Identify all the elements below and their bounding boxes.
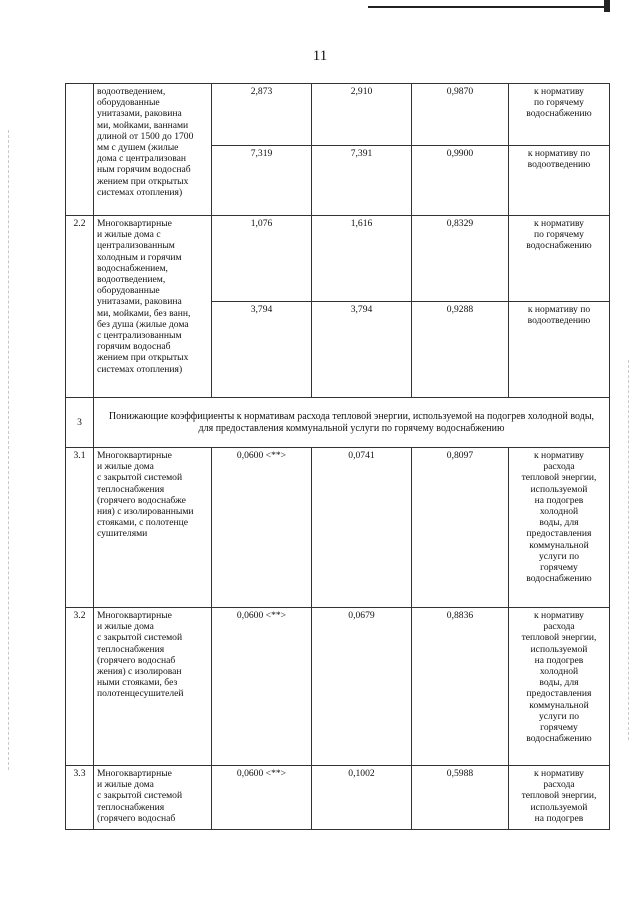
value-cell: 7,391 — [312, 146, 412, 216]
row-description: Многоквартирные и жилые дома с централизованным холодным и горячим водоснабжением, водоотведением, оборудованные унитазами, раковина ми, мойками, без ванн, без душа (жилые дома с централизованным горячим водоснаб жением при открытых системах отопления) — [94, 216, 212, 398]
value-cell: 0,9900 — [412, 146, 509, 216]
row-number: 3.2 — [66, 608, 94, 766]
value-cell: 1,616 — [312, 216, 412, 302]
header-rule — [368, 6, 610, 8]
value-cell: 0,9870 — [412, 84, 509, 146]
coefficients-table — [65, 83, 610, 830]
value-cell: 0,0741 — [312, 448, 412, 608]
value-cell: 0,0600 <**> — [212, 608, 312, 766]
value-cell: 0,1002 — [312, 766, 412, 830]
table-row — [66, 608, 610, 766]
value-cell: 1,076 — [212, 216, 312, 302]
scan-edge-right — [628, 360, 629, 740]
applies-to-cell: к нормативу по горячему водоснабжению — [509, 216, 610, 302]
row-description: Многоквартирные и жилые дома с закрытой системой теплоснабжения (горячего водоснабже ния) с изолированными стояками, с полотенце сушителями — [94, 448, 212, 608]
value-cell: 2,910 — [312, 84, 412, 146]
table-row — [66, 216, 610, 302]
table-row — [66, 448, 610, 608]
value-cell: 0,8097 — [412, 448, 509, 608]
value-cell: 0,8329 — [412, 216, 509, 302]
applies-to-cell: к нормативу расхода тепловой энергии, используемой на подогрев холодной воды, для предоставления коммунальной услуги по горячему водоснабжению — [509, 448, 610, 608]
value-cell: 0,9288 — [412, 302, 509, 398]
value-cell: 2,873 — [212, 84, 312, 146]
value-cell: 0,0600 <**> — [212, 766, 312, 830]
value-cell: 0,5988 — [412, 766, 509, 830]
applies-to-cell: к нормативу расхода тепловой энергии, используемой на подогрев холодной воды, для предоставления коммунальной услуги по горячему водоснабжению — [509, 608, 610, 766]
row-description: Многоквартирные и жилые дома с закрытой системой теплоснабжения (горячего водоснаб жения) с изолирован ными стояками, без полотенцесушителей — [94, 608, 212, 766]
value-cell: 0,0600 <**> — [212, 448, 312, 608]
applies-to-cell: к нормативу по водоотведению — [509, 302, 610, 398]
section-number: 3 — [66, 398, 94, 448]
row-number — [66, 84, 94, 216]
header-rule-mark — [604, 0, 610, 12]
value-cell: 7,319 — [212, 146, 312, 216]
value-cell: 3,794 — [312, 302, 412, 398]
value-cell: 0,8836 — [412, 608, 509, 766]
page-number: 11 — [312, 48, 328, 64]
row-description: Многоквартирные и жилые дома с закрытой системой теплоснабжения (горячего водоснаб — [94, 766, 212, 830]
row-number: 3.3 — [66, 766, 94, 830]
table-row — [66, 766, 610, 830]
scan-edge-left — [8, 130, 9, 770]
applies-to-cell: к нормативу по водоотведению — [509, 146, 610, 216]
value-cell: 3,794 — [212, 302, 312, 398]
table-row — [66, 84, 610, 146]
row-number: 3.1 — [66, 448, 94, 608]
value-cell: 0,0679 — [312, 608, 412, 766]
section-row — [66, 398, 610, 448]
applies-to-cell: к нормативу по горячему водоснабжению — [509, 84, 610, 146]
row-number: 2.2 — [66, 216, 94, 398]
section-title: Понижающие коэффициенты к нормативам расхода тепловой энергии, используемой на подогрев холодной воды, для предоставления коммунальной услуги по горячему водоснабжению — [94, 398, 610, 448]
row-description: водоотведением, оборудованные унитазами, раковина ми, мойками, ваннами длиной от 1500 до 1700 мм с душем (жилые дома с централизован ным горячим водоснаб жением при открытых системах отопления) — [94, 84, 212, 216]
applies-to-cell: к нормативу расхода тепловой энергии, используемой на подогрев — [509, 766, 610, 830]
